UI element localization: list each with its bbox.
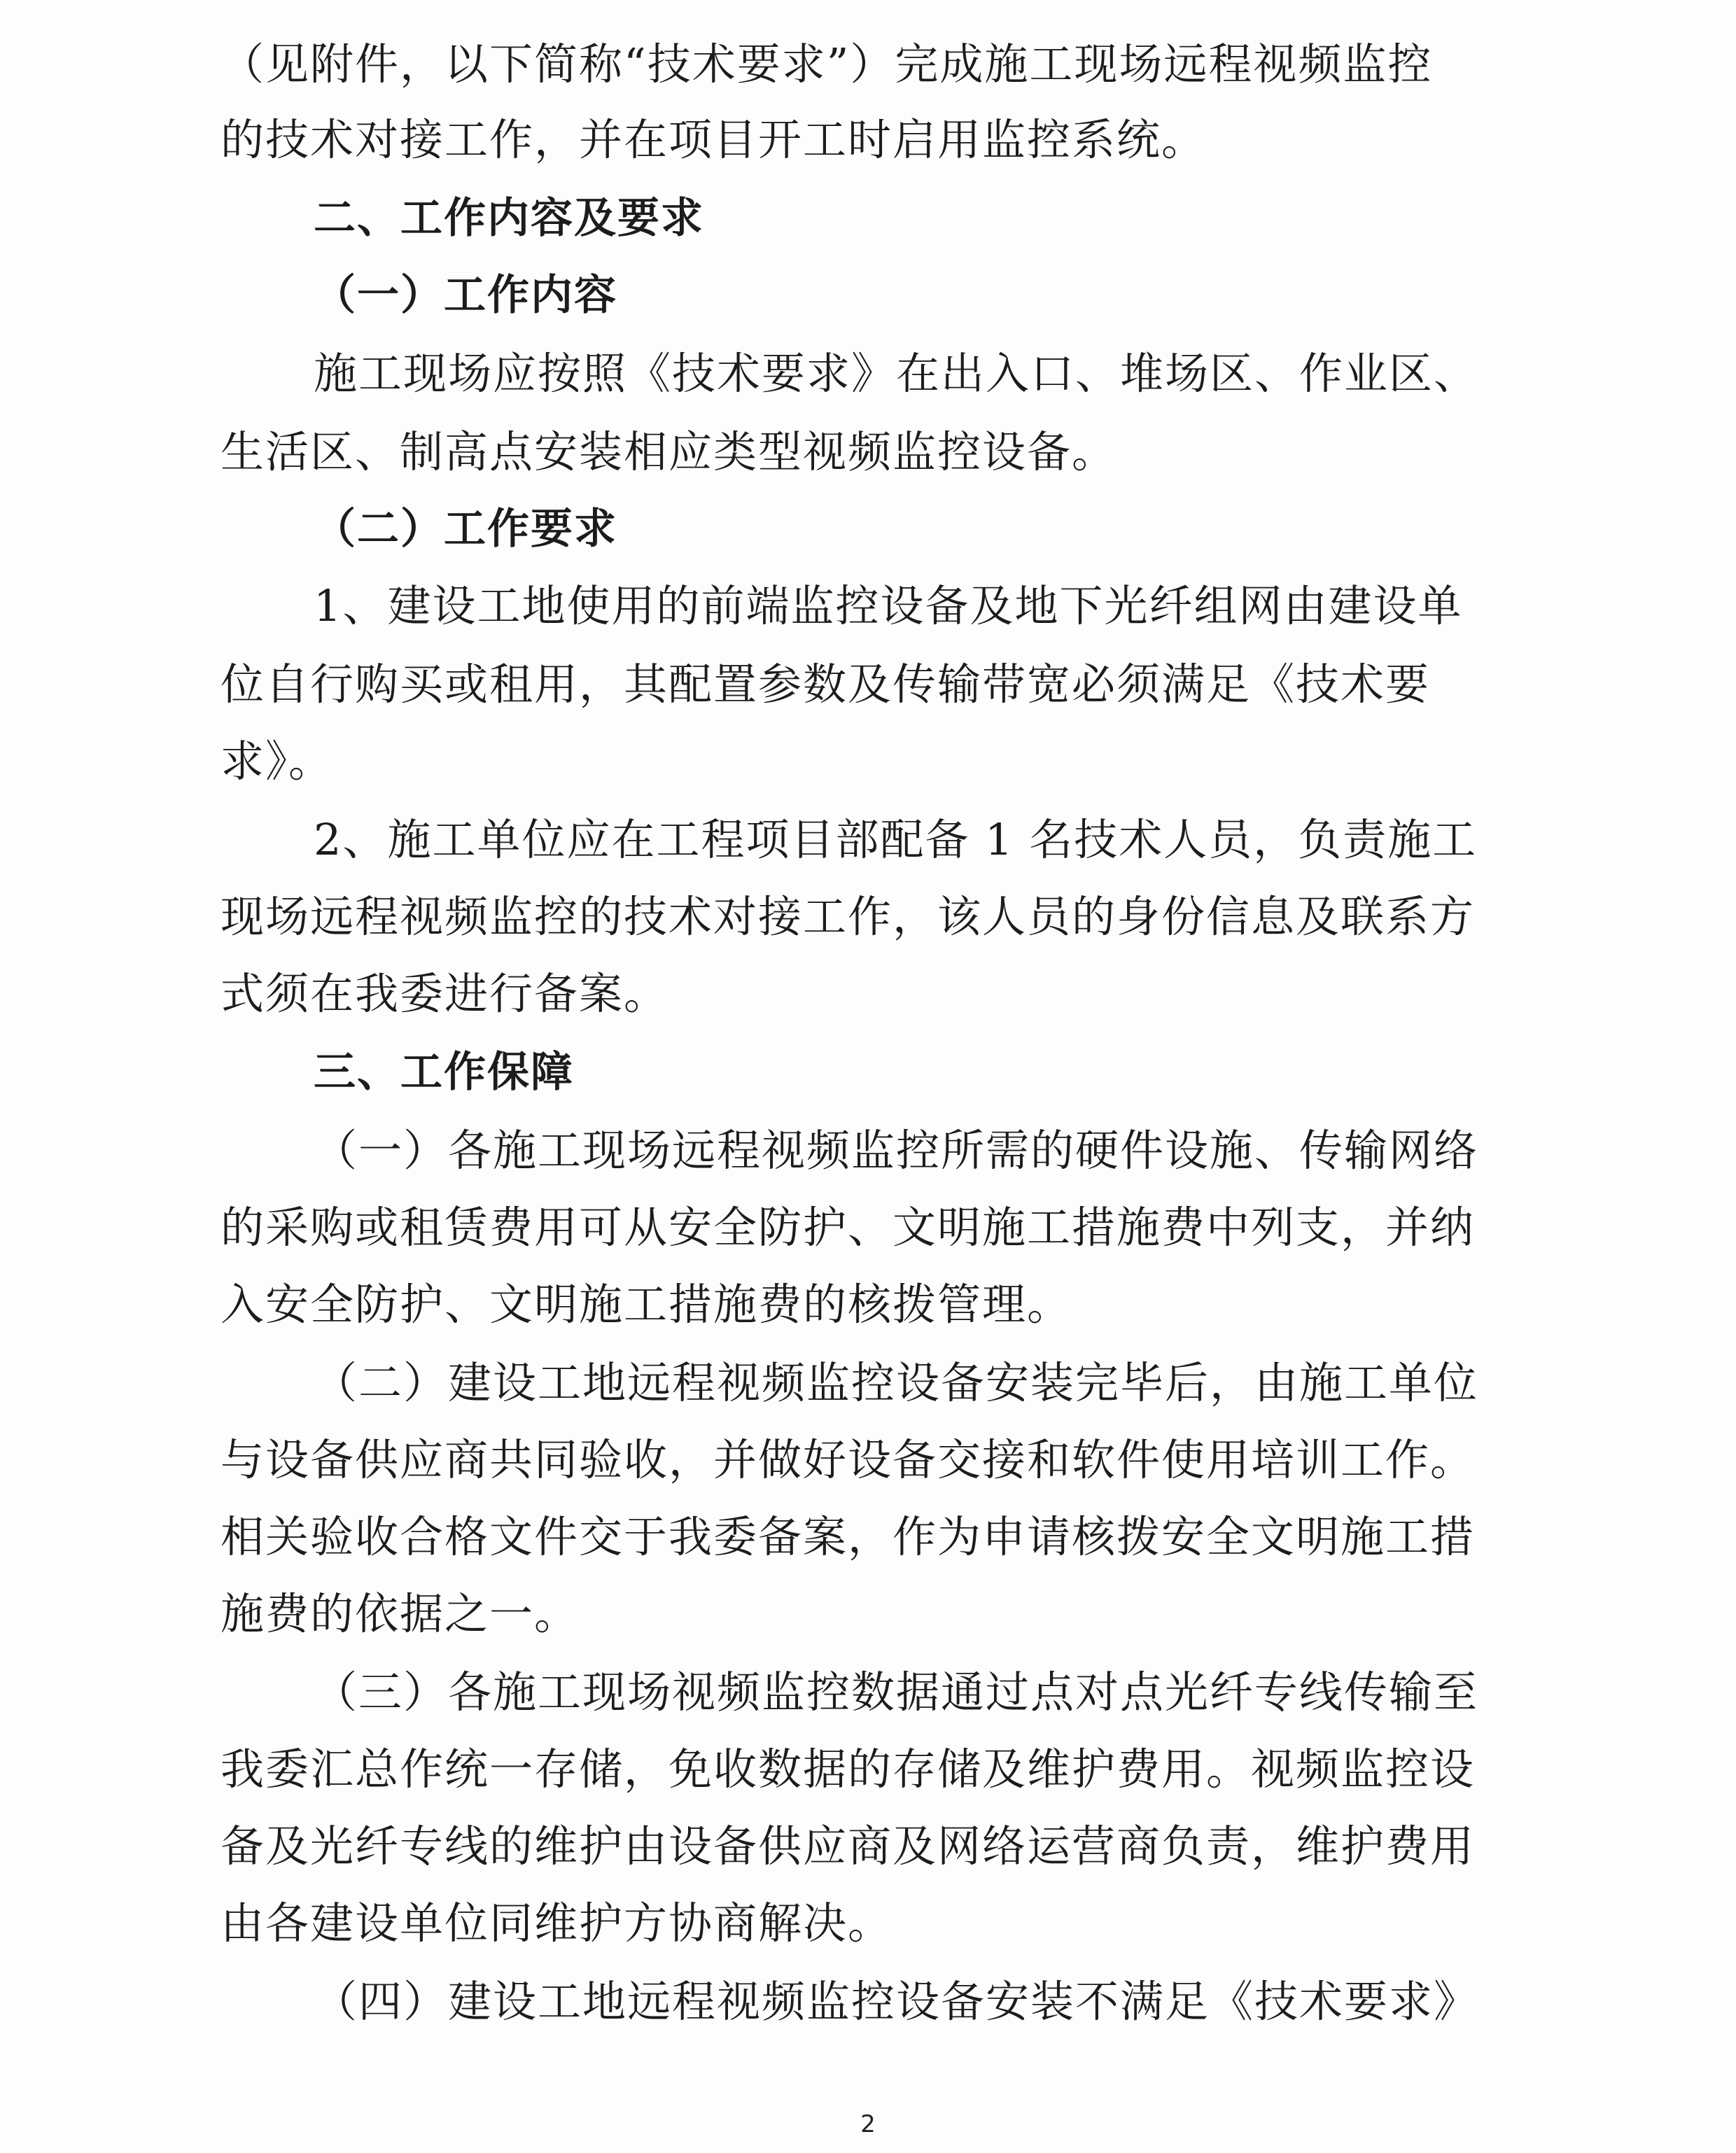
paragraph-line-9: 位自行购买或租用，其配置参数及传输带宽必须满足《技术要 [220, 659, 1431, 710]
paragraph-line-6: 生活区、制高点安装相应类型视频监控设备。 [220, 426, 1117, 477]
paragraph-line-22: （三）各施工现场视频监控数据通过点对点光纤专线传输至 [314, 1667, 1479, 1718]
paragraph-line-21: 施费的依据之一。 [220, 1588, 580, 1639]
paragraph-line-16: 的采购或租赁费用可从安全防护、文明施工措施费中列支，并纳 [220, 1202, 1476, 1253]
paragraph-line-1: （见附件，以下简称“技术要求”）完成施工现场远程视频监控 [220, 38, 1433, 90]
subsection-heading-work-content: （一）工作内容 [314, 271, 617, 320]
paragraph-line-8: 1、建设工地使用的前端监控设备及地下光纤组网由建设单 [314, 580, 1463, 631]
paragraph-line-2: 的技术对接工作，并在项目开工时启用监控系统。 [220, 114, 1207, 165]
paragraph-line-15: （一）各施工现场远程视频监控所需的硬件设施、传输网络 [314, 1125, 1479, 1176]
paragraph-line-13: 式须在我委进行备案。 [220, 968, 669, 1019]
paragraph-line-26: （四）建设工地远程视频监控设备安装不满足《技术要求》 [314, 1976, 1479, 2027]
paragraph-line-19: 与设备供应商共同验收，并做好设备交接和软件使用培训工作。 [220, 1434, 1476, 1485]
paragraph-line-18: （二）建设工地远程视频监控设备安装完毕后，由施工单位 [314, 1357, 1479, 1408]
paragraph-line-12: 现场远程视频监控的技术对接工作，该人员的身份信息及联系方 [220, 891, 1476, 942]
page-number: 2 [860, 2110, 876, 2138]
paragraph-line-10: 求》。 [220, 736, 334, 787]
paragraph-line-17: 入安全防护、文明施工措施费的核拨管理。 [220, 1279, 1072, 1330]
paragraph-line-11: 2、施工单位应在工程项目部配备 1 名技术人员，负责施工 [314, 814, 1478, 865]
paragraph-line-23: 我委汇总作统一存储，免收数据的存储及维护费用。视频监控设 [220, 1744, 1476, 1795]
section-heading-3: 三、工作保障 [314, 1048, 574, 1097]
paragraph-line-20: 相关验收合格文件交于我委备案，作为申请核拨安全文明施工措 [220, 1511, 1476, 1562]
paragraph-line-5: 施工现场应按照《技术要求》在出入口、堆场区、作业区、 [314, 348, 1479, 399]
section-heading-2: 二、工作内容及要求 [314, 194, 704, 243]
paragraph-line-25: 由各建设单位同维护方协商解决。 [220, 1898, 893, 1949]
paragraph-line-24: 备及光纤专线的维护由设备供应商及网络运营商负责，维护费用 [220, 1821, 1476, 1872]
subsection-heading-work-requirements: （二）工作要求 [314, 505, 617, 554]
